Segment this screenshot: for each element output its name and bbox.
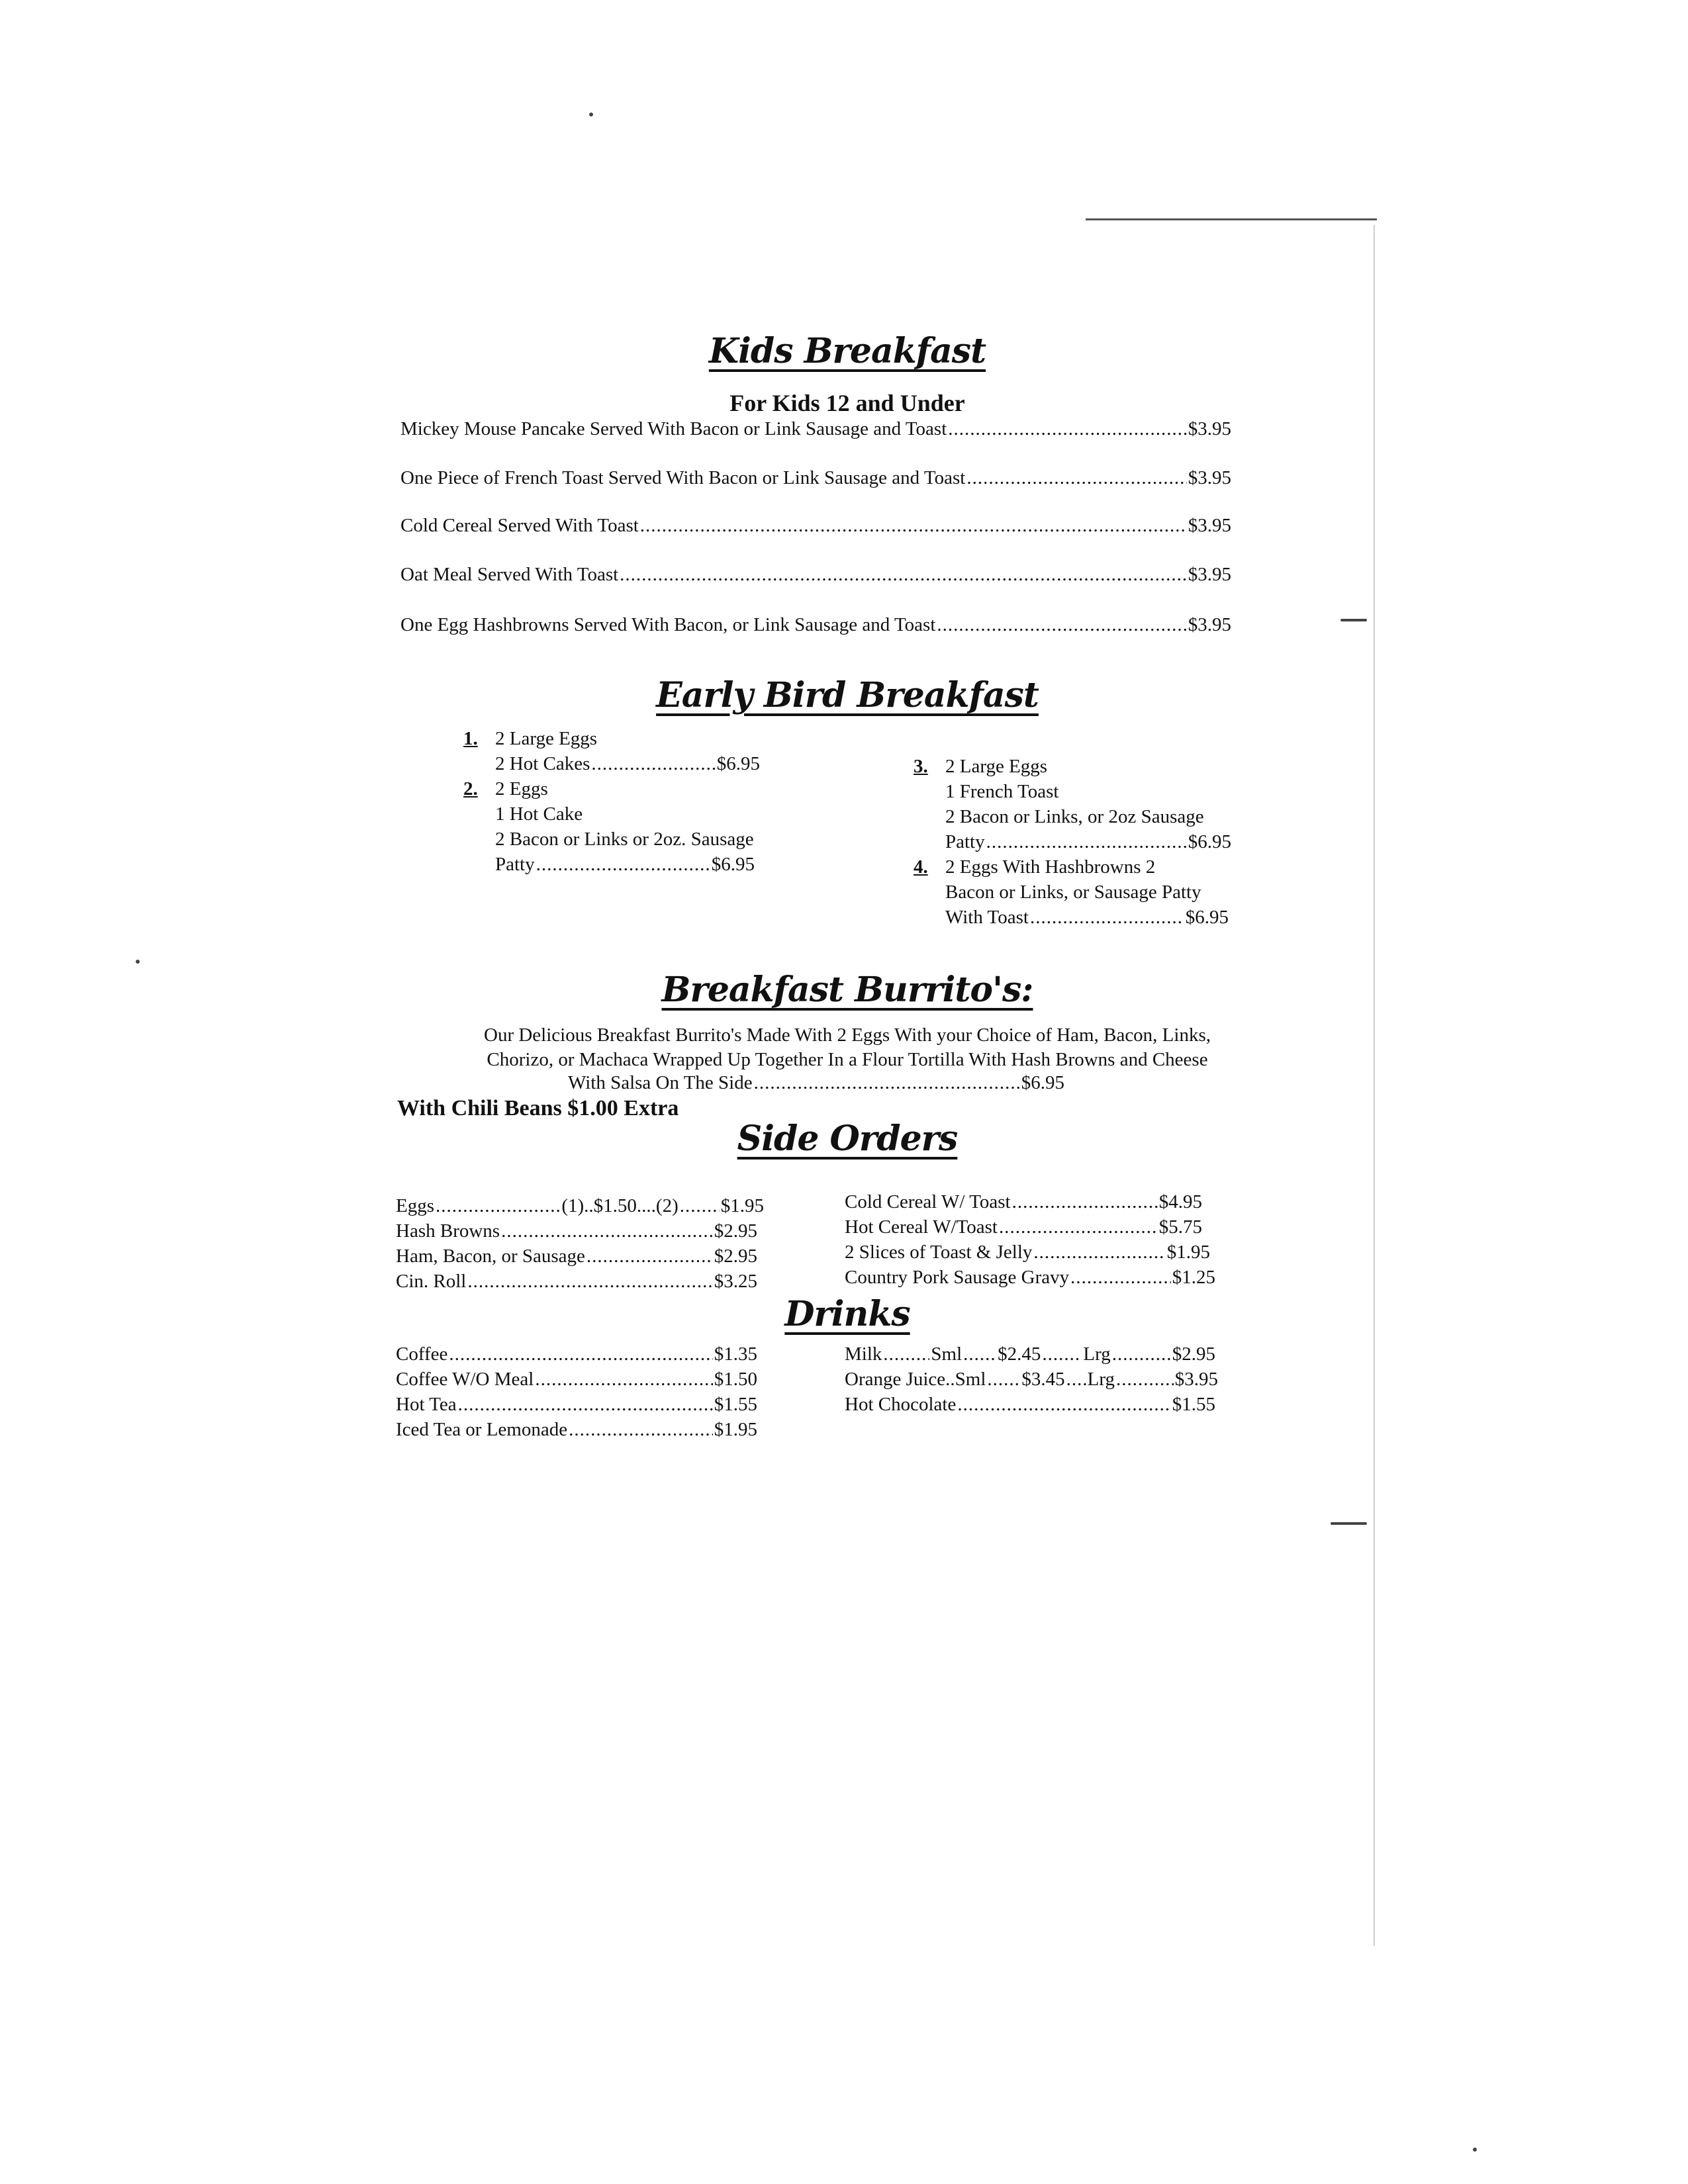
side-item-toast-jelly	[845, 1242, 1210, 1263]
item-price: $3.95	[1188, 418, 1231, 439]
side-item-ham-bacon-sausage	[396, 1246, 757, 1267]
leader-dots	[467, 1271, 712, 1293]
item-line: Patty	[945, 831, 985, 852]
item-price: $1.95	[1166, 1242, 1210, 1263]
leader-dots	[986, 831, 1187, 853]
leader-dots	[754, 1072, 1020, 1094]
burritos-desc-line-2: Chorizo, or Machaca Wrapped Up Together In a Flour Tortilla With Hash Browns and Cheese	[487, 1049, 1208, 1070]
side-item-hot-cereal	[845, 1216, 1202, 1238]
leader-dots	[957, 1394, 1170, 1416]
item-number: 2.	[463, 778, 478, 799]
kids-item-3	[400, 515, 1231, 537]
item-label: Milk	[845, 1343, 882, 1365]
leader-dots	[640, 515, 1187, 537]
item-price: $3.95	[1188, 467, 1231, 488]
scan-speck	[1473, 2148, 1477, 2152]
size-small-label: Sml	[931, 1343, 962, 1365]
item-price: $4.95	[1158, 1191, 1202, 1212]
burritos-title: Breakfast Burrito's:	[661, 970, 1033, 1010]
item-label: Cold Cereal Served With Toast	[400, 515, 639, 536]
early-bird-item-2-price-line	[495, 854, 755, 876]
item-price: $2.95	[714, 1220, 757, 1242]
item-label: Iced Tea or Lemonade	[396, 1419, 568, 1440]
drink-item-coffee-wo-meal	[396, 1369, 757, 1390]
early-bird-item-4	[914, 856, 1155, 878]
side-orders-title: Side Orders	[737, 1118, 958, 1159]
leader-dots	[1033, 1242, 1165, 1263]
item-number: 4.	[914, 856, 928, 878]
leader-dots	[458, 1394, 713, 1416]
leader-dots	[963, 1343, 996, 1365]
item-label: One Piece of French Toast Served With Bacon or Link Sausage and Toast	[400, 467, 966, 488]
leader-dots	[535, 1369, 712, 1390]
kids-item-4	[400, 564, 1231, 586]
item-label: Cold Cereal W/ Toast	[845, 1191, 1011, 1212]
leader-dots	[436, 1195, 560, 1217]
kids-item-2	[400, 467, 1231, 489]
leader-dots	[966, 467, 1186, 489]
item-label: Oat Meal Served With Toast	[400, 564, 619, 585]
leader-dots	[591, 753, 715, 775]
item-label: Hot Chocolate	[845, 1394, 957, 1415]
early-bird-item-1	[463, 728, 597, 750]
leader-dots	[680, 1195, 720, 1217]
burritos-price: $6.95	[1021, 1072, 1064, 1093]
side-item-cin-roll	[396, 1271, 757, 1293]
leader-dots	[1116, 1369, 1174, 1390]
item-price: $1.35	[714, 1343, 757, 1365]
item-label: Country Pork Sausage Gravy	[845, 1267, 1070, 1288]
leader-dots	[1066, 1369, 1086, 1390]
leader-dots	[536, 854, 710, 876]
item-line: 2 Bacon or Links or 2oz. Sausage	[495, 829, 754, 850]
item-line: 2 Large Eggs	[945, 756, 1048, 777]
early-bird-item-3-price-line	[945, 831, 1231, 853]
item-label: 2 Slices of Toast & Jelly	[845, 1242, 1033, 1263]
item-line: 2 Hot Cakes	[495, 753, 590, 774]
item-line: 1 French Toast	[945, 781, 1059, 802]
item-price: $6.95	[1185, 907, 1229, 928]
leader-dots	[449, 1343, 712, 1365]
drink-item-coffee	[396, 1343, 757, 1365]
early-bird-item-1-price-line	[495, 753, 760, 775]
item-price: $1.55	[1172, 1394, 1215, 1415]
item-price: $1.95	[720, 1195, 764, 1216]
item-price: $1.50	[714, 1369, 757, 1390]
leader-dots	[1112, 1343, 1171, 1365]
item-label: Ham, Bacon, or Sausage	[396, 1246, 585, 1267]
item-price: $6.95	[1188, 831, 1231, 852]
scan-speck	[589, 113, 593, 116]
item-label: Cin. Roll	[396, 1271, 467, 1292]
scan-speck	[1331, 1522, 1367, 1525]
side-item-hash-browns	[396, 1220, 757, 1242]
kids-item-5	[400, 614, 1231, 636]
burritos-price-line	[568, 1072, 1064, 1094]
early-bird-item-3	[914, 756, 1047, 778]
item-price: $6.95	[716, 753, 760, 774]
side-item-sausage-gravy	[845, 1267, 1215, 1289]
item-price: $3.95	[1188, 614, 1231, 635]
item-label: Hash Browns	[396, 1220, 500, 1242]
leader-dots	[1070, 1267, 1171, 1289]
item-label: Orange Juice..Sml	[845, 1369, 986, 1390]
item-line: 2 Bacon or Links, or 2oz Sausage	[945, 806, 1204, 827]
leader-dots	[948, 418, 1186, 440]
item-line: 1 Hot Cake	[495, 803, 583, 825]
item-line: Patty	[495, 854, 535, 875]
small-price: $3.45	[1021, 1369, 1065, 1390]
early-bird-title: Early Bird Breakfast	[656, 675, 1039, 715]
burritos-extra: With Chili Beans $1.00 Extra	[397, 1096, 679, 1120]
early-bird-item-4-price-line	[945, 907, 1229, 929]
leader-dots	[987, 1369, 1020, 1390]
kids-item-1	[400, 418, 1231, 440]
item-price: $1.95	[714, 1419, 757, 1440]
item-price: $3.95	[1174, 1369, 1218, 1390]
scan-top-rule	[1086, 218, 1377, 220]
item-line: 2 Large Eggs	[495, 728, 598, 749]
drink-item-milk	[845, 1343, 1215, 1365]
item-price: $3.95	[1188, 564, 1231, 585]
item-label: Hot Tea	[396, 1394, 457, 1415]
scan-right-edge	[1374, 225, 1375, 1946]
item-price: $5.75	[1158, 1216, 1202, 1238]
item-price: $1.25	[1172, 1267, 1215, 1288]
item-price: $3.25	[714, 1271, 757, 1292]
item-number: 3.	[914, 756, 928, 777]
side-item-cold-cereal	[845, 1191, 1202, 1213]
item-label: Coffee	[396, 1343, 448, 1365]
side-item-eggs	[396, 1195, 764, 1217]
leader-dots	[937, 614, 1186, 636]
early-bird-item-2	[463, 778, 548, 800]
item-price: $3.95	[1188, 515, 1231, 536]
item-label: Eggs	[396, 1195, 434, 1216]
item-label: Coffee W/O Meal	[396, 1369, 534, 1390]
leader-dots	[620, 564, 1187, 586]
leader-dots	[883, 1343, 929, 1365]
item-label: One Egg Hashbrowns Served With Bacon, or Link Sausage and Toast	[400, 614, 936, 635]
item-number: 1.	[463, 728, 478, 749]
small-price: $2.45	[998, 1343, 1041, 1365]
item-line: With Toast	[945, 907, 1029, 928]
item-label: Mickey Mouse Pancake Served With Bacon or Link Sausage and Toast	[400, 418, 947, 439]
scan-speck	[1340, 619, 1367, 621]
drink-item-hot-tea	[396, 1394, 757, 1416]
burritos-desc-line-1: Our Delicious Breakfast Burrito's Made With 2 Eggs With your Choice of Ham, Bacon, Links,	[484, 1024, 1211, 1046]
drink-item-orange-juice	[845, 1369, 1218, 1390]
leader-dots	[569, 1419, 713, 1441]
leader-dots	[1042, 1343, 1082, 1365]
leader-dots	[1012, 1191, 1158, 1213]
item-line: Bacon or Links, or Sausage Patty	[945, 882, 1201, 903]
item-price: $2.95	[1172, 1343, 1215, 1365]
leader-dots	[586, 1246, 713, 1267]
scan-speck	[136, 960, 140, 964]
item-price: $6.95	[711, 854, 755, 875]
kids-breakfast-subtitle: For Kids 12 and Under	[729, 390, 965, 416]
burritos-desc-line-3: With Salsa On The Side	[568, 1072, 753, 1093]
item-line: 2 Eggs With Hashbrowns 2	[945, 856, 1156, 878]
leader-dots	[1030, 907, 1184, 929]
item-line: 2 Eggs	[495, 778, 548, 799]
item-price: $2.95	[714, 1246, 757, 1267]
drink-item-hot-chocolate	[845, 1394, 1215, 1416]
kids-breakfast-title: Kids Breakfast	[708, 331, 986, 371]
item-label: Hot Cereal W/Toast	[845, 1216, 998, 1238]
leader-dots	[999, 1216, 1158, 1238]
drinks-title: Drinks	[784, 1294, 910, 1334]
eggs-count-prices: (1)..$1.50....(2)	[561, 1195, 679, 1216]
size-large-label: Lrg	[1087, 1369, 1115, 1390]
drink-item-iced-tea	[396, 1419, 757, 1441]
leader-dots	[501, 1220, 713, 1242]
item-price: $1.55	[714, 1394, 757, 1415]
size-large-label: Lrg	[1083, 1343, 1111, 1365]
